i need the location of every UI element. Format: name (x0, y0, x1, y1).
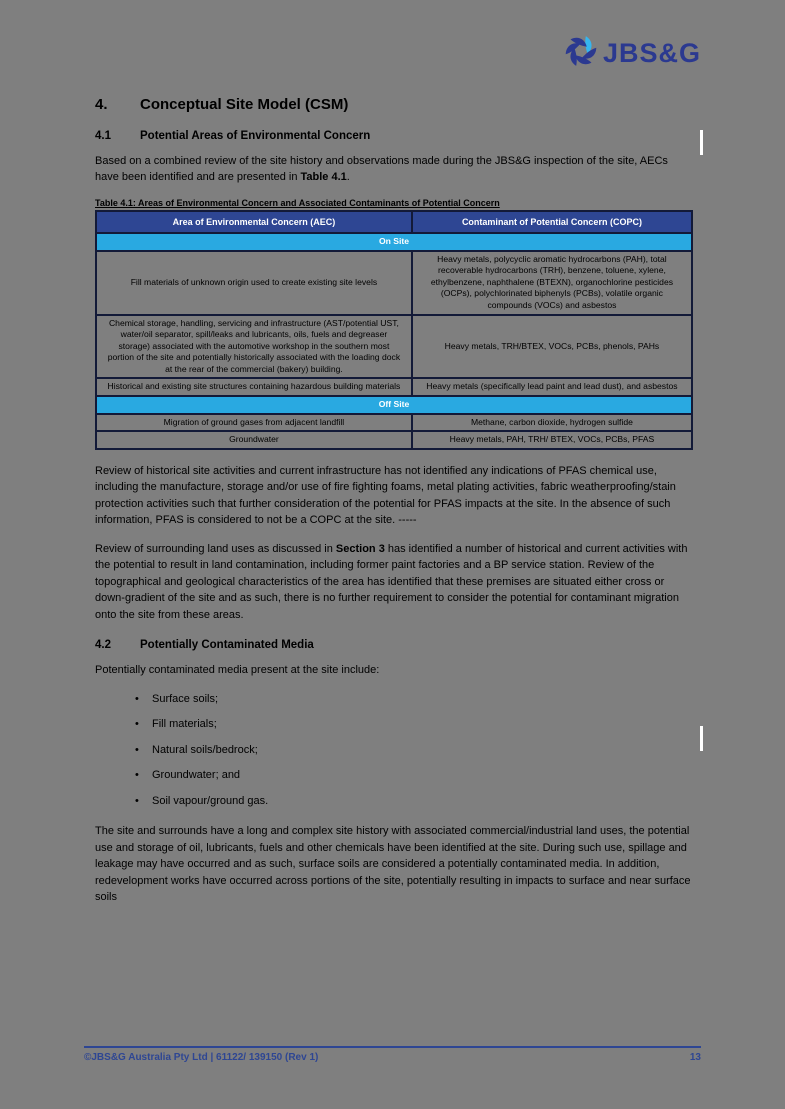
table-row (96, 315, 692, 379)
surrounding-land-paragraph (95, 541, 693, 624)
copc-cell: Heavy metals, TRH/BTEX, VOCs, PCBs, phenols, PAHs (412, 315, 692, 379)
table-row (96, 431, 692, 449)
section-heading-4-2 (95, 639, 693, 653)
heading-number: 4.1 (95, 130, 111, 142)
surrounding-text: Review of surrounding land uses as discussed in (95, 542, 336, 555)
heading-number: 4.2 (95, 639, 111, 652)
list-item-label: Groundwater; and (152, 769, 241, 782)
aec-cell: Fill materials of unknown origin used to create existing site levels (96, 251, 412, 315)
heading-title: Conceptual Site Model (CSM) (140, 96, 349, 113)
aec-cell: Historical and existing site structures containing hazardous building materials (96, 378, 412, 396)
list-item-label: Soil vapour/ground gas. (152, 794, 269, 807)
section-heading-4-1 (95, 130, 693, 144)
bullet-icon: • (135, 769, 139, 782)
contaminated-media-list (95, 691, 693, 810)
table-band-row (96, 233, 692, 251)
list-item (135, 716, 693, 733)
table-band-row (96, 396, 692, 414)
column-header-aec: Area of Environmental Concern (AEC) (96, 211, 412, 233)
section-ref: Section 3 (335, 542, 385, 555)
bullet-icon: • (135, 794, 139, 807)
aec-cell: Migration of ground gases from adjacent landfill (96, 414, 412, 432)
section-heading-4 (95, 96, 693, 114)
page-number: 13 (689, 1052, 701, 1063)
list-item (135, 793, 693, 810)
site-history-paragraph: The site and surrounds have a long and complex site history with associated commercial/industrial land uses, the potential use and storage of oil, lubricants, fuels and other chemicals have been identified at the site. During such use, spillage and leakage may have occurred and as such, surface soils are considered a potentially contaminated media. In addition, redevelopment works have occurred across portions of the site, potentially resulting in impacts to surface and near surface soils (95, 825, 691, 904)
list-item (135, 767, 693, 784)
heading-number: 4. (95, 96, 108, 113)
pfas-paragraph: Review of historical site activities and current infrastructure has not identified any indications of PFAS chemical use, including the manufacture, storage and/or use of fire fighting foams, metal plating activities, fabric weatherproofing/stain protection activities such that further consideration of the potential for PFAS impacts at the site. In the absence of such information, PFAS is considered to not be a COPC at the site. ----- (95, 464, 676, 527)
surrounding-text-end: has identified a number of historical and current activities with the potential to result in land contamination, including former paint factories and a BP service station. Review of the topographical and geological characteristics of the area has identified that these premises are situated either cross or down-gradient of the site and as such, there is no further requirement to consider the potential for contaminant migration onto the site from these areas. (95, 542, 688, 621)
copc-cell: Methane, carbon dioxide, hydrogen sulfide (412, 414, 692, 432)
table-header-row (96, 211, 692, 233)
table-row (96, 251, 692, 315)
band-on-site: On Site (96, 233, 692, 251)
intro-text: Based on a combined review of the site history and observations made during the JBS&G inspection of the site, AECs have been identified and are presented in (95, 154, 668, 184)
intro-paragraph (95, 153, 693, 186)
copc-cell: Heavy metals, polycyclic aromatic hydrocarbons (PAH), total recoverable hydrocarbons (TRH), benzene, toluene, xylene, ethylbenzene, naphthalene (BTEXN), organochlorine pesticides (OCPs), polychlorinated biphenyls (PCBs), volatile organic compounds (VOCs) and asbestos (412, 251, 692, 315)
footer-company-info: ©JBS&G Australia Pty Ltd | 61122/ 139150 (Rev 1) (84, 1052, 319, 1063)
page-content (95, 96, 693, 918)
jbsg-logo (564, 34, 701, 73)
list-item-label: Fill materials; (152, 718, 217, 731)
table-row (96, 414, 692, 432)
band-off-site: Off Site (96, 396, 692, 414)
jbsg-swirl-icon (564, 34, 598, 73)
aec-cell: Groundwater (96, 431, 412, 449)
table-ref: Table 4.1 (300, 171, 347, 184)
list-item-label: Natural soils/bedrock; (152, 743, 258, 756)
page-footer (84, 1046, 701, 1063)
revision-change-bar (700, 130, 703, 155)
heading-title: Potentially Contaminated Media (140, 639, 314, 652)
copc-cell: Heavy metals, PAH, TRH/ BTEX, VOCs, PCBs, PFAS (412, 431, 692, 449)
column-header-copc: Contaminant of Potential Concern (COPC) (412, 211, 692, 233)
list-item (135, 742, 693, 759)
media-intro-paragraph: Potentially contaminated media present at the site include: (95, 664, 380, 677)
table-row (96, 378, 692, 396)
table-caption: Table 4.1: Areas of Environmental Concern and Associated Contaminants of Potential Concern (95, 197, 500, 208)
revision-change-bar (700, 726, 703, 751)
bullet-icon: • (135, 692, 139, 705)
aec-copc-table (95, 210, 693, 450)
jbsg-logo-text: JBS&G (602, 38, 701, 68)
heading-title: Potential Areas of Environmental Concern (140, 130, 371, 142)
list-item-label: Surface soils; (152, 692, 219, 705)
bullet-icon: • (135, 718, 139, 731)
aec-cell: Chemical storage, handling, servicing and infrastructure (AST/potential UST, water/oil separator, spill/leaks and lubricants, oils, fuels and degreaser storage) associated with the automotive workshop in the southern most portion of the site and potentially historically associated with the loading dock at the rear of the commercial (bakery) building. (96, 315, 412, 379)
list-item (135, 691, 693, 708)
bullet-icon: • (135, 743, 139, 756)
copc-cell: Heavy metals (specifically lead paint and lead dust), and asbestos (412, 378, 692, 396)
intro-text-end: . (346, 171, 350, 184)
